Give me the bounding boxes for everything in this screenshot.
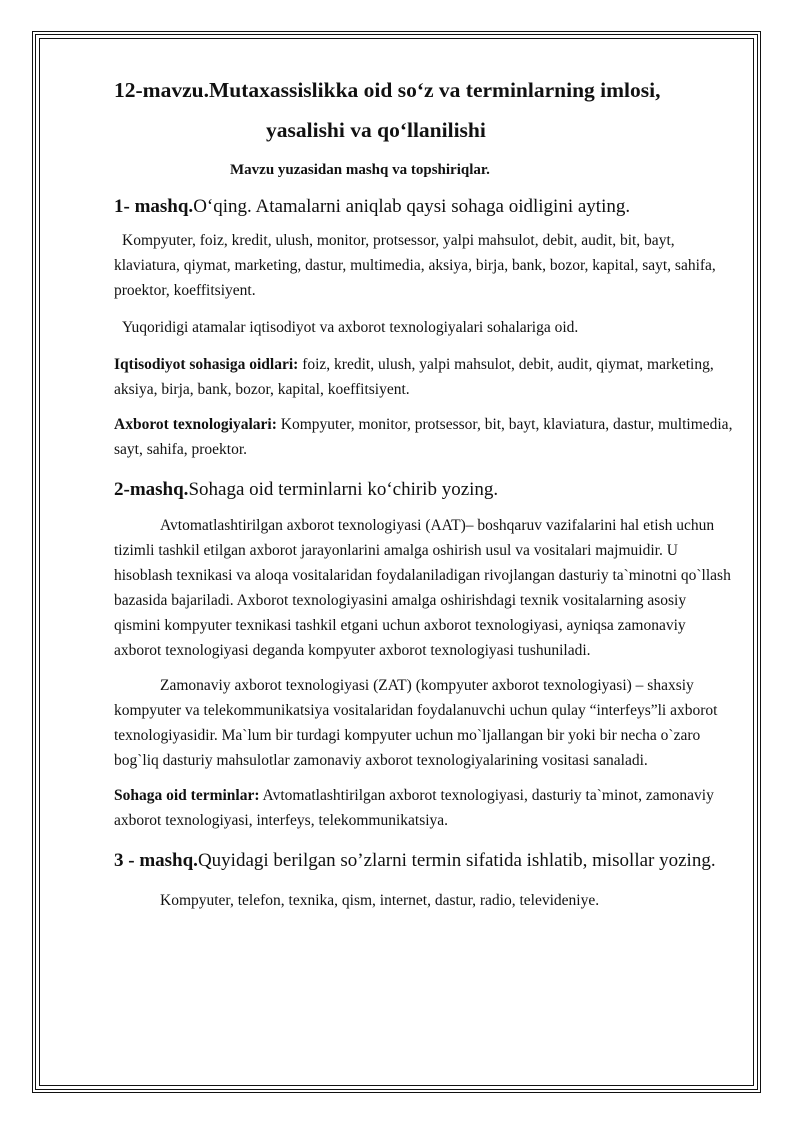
exercise-1-instruction: O‘qing. Atamalarni aniqlab qaysi sohaga oidligini ayting. <box>193 196 631 217</box>
exercise-1-terms: Kompyuter, foiz, kredit, ulush, monitor, protsessor, yalpi mahsulot, debit, audit, bit, bayt, klaviatura, qiymat, marketing, dastur, multimedia, aksiya, birja, bank, bozor, kapital, sayt, sahifa, proektor, koeffitsiyent. <box>114 232 716 299</box>
exercise-2-label: 2-mashq. <box>114 479 189 500</box>
exercise-1-label: 1- mashq. <box>114 196 194 217</box>
exercise-2-terms <box>114 783 734 833</box>
title-line-1: 12-mavzu.Mutaxassislikka oid so‘z va terminlarning imlosi, <box>114 78 661 102</box>
exercise-1-it <box>114 412 734 462</box>
it-terms: Kompyuter, monitor, protsessor, bit, bayt, klaviatura, dastur, multimedia, sayt, sahifa, proektor. <box>114 416 733 458</box>
title-line-2: yasalishi va qo‘llanilishi <box>266 118 486 142</box>
exercise-2-heading <box>114 476 734 503</box>
exercise-2-paragraph-1: Avtomatlashtirilgan axborot texnologiyasi (AAT)– boshqaruv vazifalarini hal etish uchun tizimli tashkil etilgan axborot jarayonlarini amalga oshirish usul va vositalari majmuidir. U hisoblash texnikasi va aloqa vositalaridan foydalaniladigan rivojlangan dasturiy ta`minotni qo`llash bazasida bajariladi. Axborot texnologiyasini amalga oshirishdagi texnik vositalarning asosiy qismini kompyuter texnikasi tashkil etgani uchun axborot texnologiyasi, ayniqsa zamonaviy axborot texnologiyasi deganda kompyuter axborot texnologiyasi tushuniladi. <box>114 517 731 659</box>
page-title <box>114 70 734 150</box>
economy-terms: foiz, kredit, ulush, yalpi mahsulot, debit, audit, qiymat, marketing, aksiya, birja, bank, bozor, kapital, koeffitsiyent. <box>114 356 714 398</box>
exercise-3-label: 3 - mashq. <box>114 850 198 871</box>
exercise-3-instruction: Quyidagi berilgan so’zlarni termin sifatida ishlatib, misollar yozing. <box>197 850 716 871</box>
exercise-2-terms-label: Sohaga oid terminlar: <box>114 787 260 804</box>
exercise-1-summary: Yuqoridigi atamalar iqtisodiyot va axborot texnologiyalari sohalariga oid. <box>122 319 579 336</box>
subtitle: Mavzu yuzasidan mashq va topshiriqlar. <box>230 162 490 178</box>
it-label: Axborot texnologiyalari: <box>114 416 277 433</box>
economy-label: Iqtisodiyot sohasiga oidlari: <box>114 356 299 373</box>
exercise-1-economy <box>114 352 734 402</box>
document-body <box>114 70 734 913</box>
exercise-2-paragraph-2: Zamonaviy axborot texnologiyasi (ZAT) (kompyuter axborot texnologiyasi) – shaxsiy kompyuter va telekommunikatsiya vositalaridan foydalanuvchi uchun qulay “interfeys”li axborot texnologiyasidir. Ma`lum bir turdagi kompyuter uchun mo`ljallangan bir yoki bir necha o`zaro bog`liq dasturiy mahsulotlar zamonaviy axborot texnologiyalarining vositasi sanaladi. <box>114 677 718 769</box>
exercise-3-words: Kompyuter, telefon, texnika, qism, internet, dastur, radio, televideniye. <box>160 892 600 909</box>
exercise-2-instruction: Sohaga oid terminlarni ko‘chirib yozing. <box>188 479 499 500</box>
exercise-1-heading <box>114 193 734 220</box>
exercise-3-heading <box>114 847 734 874</box>
exercise-2-terms-list: Avtomatlashtirilgan axborot texnologiyasi, dasturiy ta`minot, zamonaviy axborot texnologiyasi, interfeys, telekommunikatsiya. <box>114 787 714 829</box>
